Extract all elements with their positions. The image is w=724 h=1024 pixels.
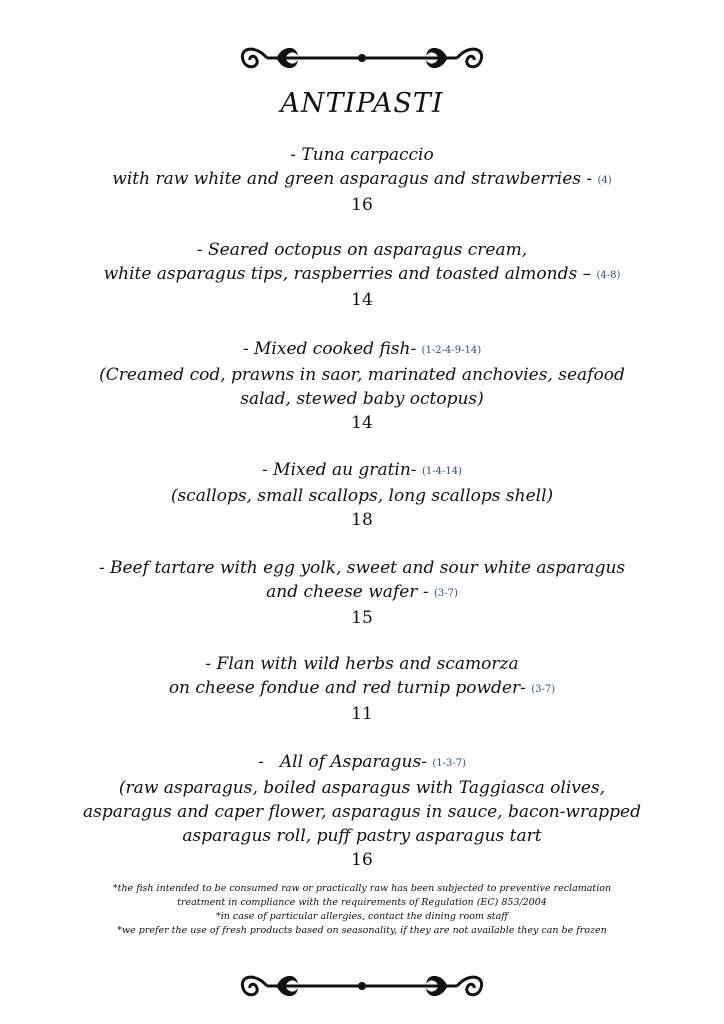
dish-name-line: - Seared octopus on asparagus cream, bbox=[196, 240, 528, 260]
menu-item-beef-tartare bbox=[40, 556, 684, 630]
allergen-codes: (4) bbox=[597, 175, 612, 186]
footnote-line: *in case of particular allergies, contact the dining room staff bbox=[215, 911, 509, 922]
footnote-line: treatment in compliance with the requirements of Regulation (EC) 853/2004 bbox=[177, 897, 547, 908]
dish-description-line: (raw asparagus, boiled asparagus with Taggiasca olives, bbox=[118, 778, 606, 798]
allergen-codes: (4-8) bbox=[596, 270, 621, 281]
menu-item-mixed-au-gratin bbox=[40, 458, 684, 532]
dish-name-line: - All of Asparagus- (1-3-7) bbox=[257, 752, 467, 772]
allergen-codes: (1-4-14) bbox=[421, 466, 462, 477]
menu-item-all-of-asparagus bbox=[40, 750, 684, 872]
allergen-codes: (3-7) bbox=[433, 588, 458, 599]
dish-name-line: - Mixed au gratin- (1-4-14) bbox=[262, 460, 462, 480]
dish-price: 11 bbox=[351, 704, 373, 724]
allergen-codes: (1-3-7) bbox=[432, 758, 467, 769]
menu-item-tuna-carpaccio bbox=[40, 143, 684, 217]
dish-price: 14 bbox=[351, 413, 373, 433]
dish-name-line: - Flan with wild herbs and scamorza bbox=[205, 654, 519, 674]
footnote-line: *the fish intended to be consumed raw or practically raw has been subjected to preventive reclamation bbox=[112, 883, 612, 894]
flourish-divider-icon bbox=[237, 40, 487, 76]
dish-description-line: salad, stewed baby octopus) bbox=[240, 389, 484, 409]
dish-price: 18 bbox=[351, 510, 373, 530]
dish-description-line: white asparagus tips, raspberries and toasted almonds – (4-8) bbox=[103, 264, 621, 284]
dish-name-line: - Tuna carpaccio bbox=[290, 145, 434, 165]
allergen-codes: (1-2-4-9-14) bbox=[421, 345, 482, 356]
dish-description-line: on cheese fondue and red turnip powder- (3-7) bbox=[168, 678, 556, 698]
flourish-divider-icon bbox=[237, 968, 487, 1004]
dish-price: 16 bbox=[351, 195, 373, 215]
dish-price: 16 bbox=[351, 850, 373, 870]
dish-price: 15 bbox=[351, 608, 373, 628]
menu-item-flan bbox=[40, 652, 684, 726]
menu-item-mixed-cooked-fish bbox=[40, 337, 684, 435]
dish-price: 14 bbox=[351, 290, 373, 310]
menu-item-seared-octopus bbox=[40, 238, 684, 312]
dish-description-line: (scallops, small scallops, long scallops shell) bbox=[170, 486, 554, 506]
dish-description-line: (Creamed cod, prawns in saor, marinated anchovies, seafood bbox=[99, 365, 625, 385]
dish-description-line: with raw white and green asparagus and strawberries - (4) bbox=[112, 169, 612, 189]
dish-description-line: asparagus and caper flower, asparagus in sauce, bacon-wrapped bbox=[83, 802, 641, 822]
dish-name-line: - Beef tartare with egg yolk, sweet and sour white asparagus bbox=[98, 558, 626, 578]
page-title: ANTIPASTI bbox=[280, 88, 444, 119]
dish-name-line: - Mixed cooked fish- (1-2-4-9-14) bbox=[242, 339, 482, 359]
dish-description-line: asparagus roll, puff pastry asparagus tart bbox=[182, 826, 542, 846]
dish-description-line: and cheese wafer - (3-7) bbox=[266, 582, 458, 602]
footnotes bbox=[40, 882, 684, 938]
allergen-codes: (3-7) bbox=[531, 684, 556, 695]
footnote-line: *we prefer the use of fresh products based on seasonality, if they are not available they can be frozen bbox=[117, 925, 607, 936]
